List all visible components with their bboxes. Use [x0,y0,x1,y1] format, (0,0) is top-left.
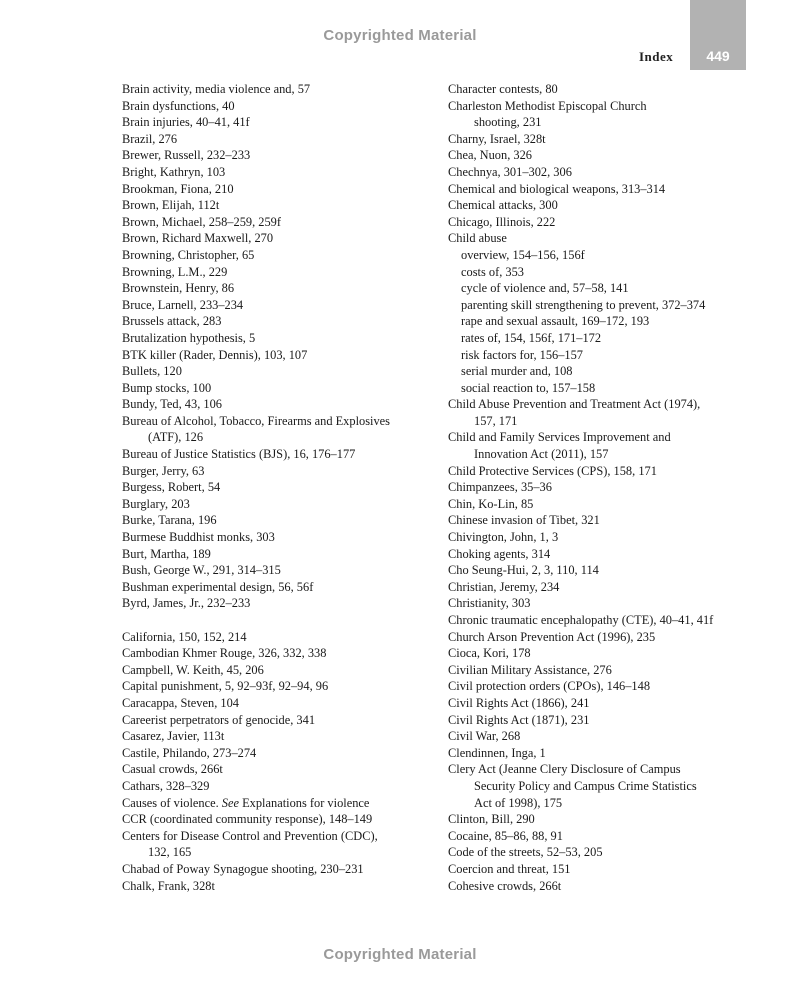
index-subentry: rape and sexual assault, 169–172, 193 [461,314,650,329]
copyright-watermark-top: Copyrighted Material [323,27,477,44]
index-subentry: cycle of violence and, 57–58, 141 [461,281,629,296]
index-entry: Brownstein, Henry, 86 [122,281,235,296]
index-entry: Chabad of Poway Synagogue shooting, 230–231 [122,861,364,876]
index-entry: Chea, Nuon, 326 [448,148,532,163]
index-entry: Civil War, 268 [448,729,521,744]
index-entry: Church Arson Prevention Act (1996), 235 [448,629,656,644]
index-entry: Child abuse [448,231,507,246]
index-entry: Christianity, 303 [448,596,531,611]
see-reference: See [221,795,239,810]
index-entry-continuation: shooting, 231 [474,115,542,130]
index-entry: BTK killer (Rader, Dennis), 103, 107 [122,347,308,362]
index-column-left [122,81,440,894]
index-entry: Civil Rights Act (1871), 231 [448,712,590,727]
index-entry: Chemical attacks, 300 [448,198,558,213]
index-entry: Chimpanzees, 35–36 [448,480,552,495]
index-subentry: overview, 154–156, 156f [461,247,585,262]
index-entry: Cambodian Khmer Rouge, 326, 332, 338 [122,646,327,661]
index-entry: Bullets, 120 [122,364,182,379]
index-entry: Brewer, Russell, 232–233 [122,148,251,163]
index-entry: Burke, Tarana, 196 [122,513,217,528]
index-entry: Christian, Jeremy, 234 [448,579,560,594]
index-entry: Burglary, 203 [122,496,190,511]
running-head-section: Index [639,49,674,64]
index-entry: Byrd, James, Jr., 232–233 [122,596,251,611]
index-entry: Bush, George W., 291, 314–315 [122,563,281,578]
index-subentry: costs of, 353 [461,264,524,279]
index-entry: Careerist perpetrators of genocide, 341 [122,712,316,727]
index-entry: Brown, Michael, 258–259, 259f [122,214,281,229]
index-entry: Brown, Elijah, 112t [122,198,220,213]
index-entry: Browning, L.M., 229 [122,264,228,279]
index-entry: Brain dysfunctions, 40 [122,98,235,113]
page-number-tab [690,0,746,70]
index-entry: Bureau of Alcohol, Tobacco, Firearms and Explosives [122,413,390,428]
index-entry: Bureau of Justice Statistics (BJS), 16, 176–177 [122,447,356,462]
index-entry: Child Abuse Prevention and Treatment Act (1974), [448,397,701,412]
index-entry-continuation: (ATF), 126 [148,430,204,445]
page-number: 449 [706,48,730,64]
index-entry: Causes of violence. See Explanations for violence [122,795,370,810]
index-entry: Bushman experimental design, 56, 56f [122,579,314,594]
index-entry: Centers for Disease Control and Prevention (CDC), [122,828,378,843]
index-entry: Brain injuries, 40–41, 41f [122,115,250,130]
copyright-watermark-bottom: Copyrighted Material [323,946,477,963]
index-entry-continuation: Innovation Act (2011), 157 [474,447,609,462]
index-entry: Clendinnen, Inga, 1 [448,745,546,760]
index-entry: Burgess, Robert, 54 [122,480,221,495]
index-entry: Charleston Methodist Episcopal Church [448,98,647,113]
index-entry: Chalk, Frank, 328t [122,878,215,893]
index-entry: Bright, Kathryn, 103 [122,164,226,179]
index-entry: Bruce, Larnell, 233–234 [122,297,244,312]
index-entry: Brussels attack, 283 [122,314,222,329]
index-entry: CCR (coordinated community response), 148–149 [122,812,373,827]
index-entry: Browning, Christopher, 65 [122,247,255,262]
index-entry: Cho Seung-Hui, 2, 3, 110, 114 [448,563,599,578]
index-entry: Burt, Martha, 189 [122,546,211,561]
index-entry: Chicago, Illinois, 222 [448,214,556,229]
index-entry: Charny, Israel, 328t [448,131,546,146]
index-entry: Civilian Military Assistance, 276 [448,662,612,677]
index-entry-continuation: Act of 1998), 175 [474,795,563,810]
index-subentry: social reaction to, 157–158 [461,380,596,395]
index-entry: Code of the streets, 52–53, 205 [448,845,603,860]
index-entry: Clinton, Bill, 290 [448,812,535,827]
index-subentry: parenting skill strengthening to prevent, 372–374 [461,297,706,312]
index-entry: Bump stocks, 100 [122,380,212,395]
index-entry: Coercion and threat, 151 [448,861,571,876]
index-subentry: risk factors for, 156–157 [461,347,584,362]
index-entry: Casarez, Javier, 113t [122,729,225,744]
index-subentry: serial murder and, 108 [461,364,573,379]
index-entry: Brain activity, media violence and, 57 [122,82,311,96]
index-entry: Burger, Jerry, 63 [122,463,205,478]
index-entry: Child and Family Services Improvement and [448,430,671,445]
index-entry: Choking agents, 314 [448,546,551,561]
index-entry: Character contests, 80 [448,82,558,96]
index-letter-gap [122,612,440,629]
index-entry: Brutalization hypothesis, 5 [122,330,256,345]
index-entry: Burmese Buddhist monks, 303 [122,530,275,545]
index-entry: Chin, Ko-Lin, 85 [448,496,534,511]
index-entry-continuation: 157, 171 [474,413,518,428]
index-entry: Brookman, Fiona, 210 [122,181,234,196]
index-entry: Chemical and biological weapons, 313–314 [448,181,666,196]
index-entry: Clery Act (Jeanne Clery Disclosure of Campus [448,762,681,777]
index-entry-continuation: 132, 165 [148,845,192,860]
index-entry: Chinese invasion of Tibet, 321 [448,513,600,528]
index-entry: Brazil, 276 [122,131,178,146]
index-entry: Cohesive crowds, 266t [448,878,562,893]
index-entry: Brown, Richard Maxwell, 270 [122,231,274,246]
index-subentry: rates of, 154, 156f, 171–172 [461,330,602,345]
index-entry: Campbell, W. Keith, 45, 206 [122,662,264,677]
index-entry: Bundy, Ted, 43, 106 [122,397,222,412]
index-entry: Caracappa, Steven, 104 [122,695,239,710]
index-entry: Cathars, 328–329 [122,778,210,793]
index-entry: Chronic traumatic encephalopathy (CTE), 40–41, 41f [448,613,714,627]
index-entry: Child Protective Services (CPS), 158, 171 [448,463,657,478]
index-entry: Castile, Philando, 273–274 [122,745,257,760]
index-entry: Civil Rights Act (1866), 241 [448,695,590,710]
index-entry: Civil protection orders (CPOs), 146–148 [448,679,651,694]
index-entry: Chechnya, 301–302, 306 [448,164,572,179]
index-entry-continuation: Security Policy and Campus Crime Statistics [474,778,697,793]
index-entry: Chivington, John, 1, 3 [448,530,559,545]
index-entry: Cioca, Kori, 178 [448,646,531,661]
index-entry: Casual crowds, 266t [122,762,223,777]
index-entry: Capital punishment, 5, 92–93f, 92–94, 96 [122,679,329,694]
index-column-right [448,81,760,894]
index-entry: Cocaine, 85–86, 88, 91 [448,828,563,843]
index-entry: California, 150, 152, 214 [122,629,247,644]
